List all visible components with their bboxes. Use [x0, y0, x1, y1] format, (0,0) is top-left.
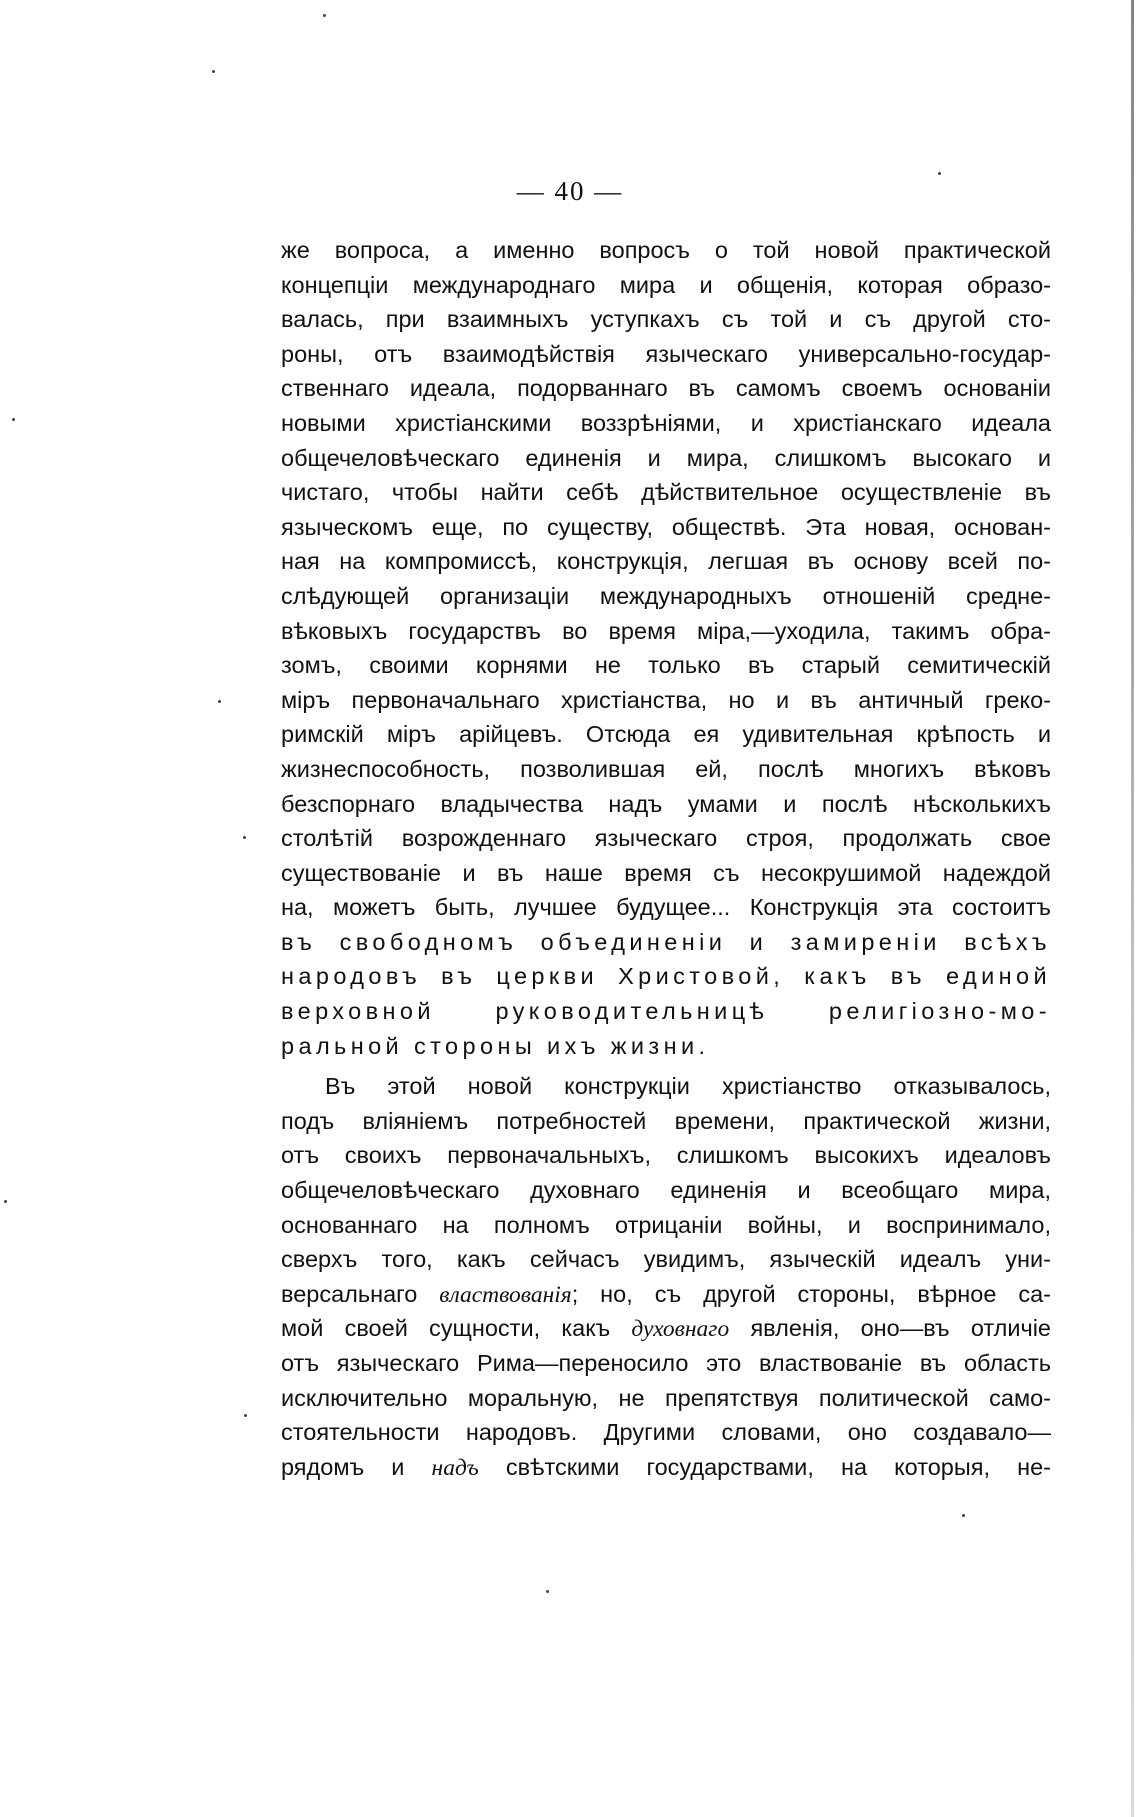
text-line: безспорнаго владычества надъ умами и послѣ нѣсколькихъ: [281, 790, 1051, 817]
scan-speck: [4, 1200, 7, 1203]
text-line: отъ своихъ первоначальныхъ, слишкомъ высокихъ идеаловъ: [281, 1142, 1051, 1169]
text-line: Въ этой новой конструкціи христіанство отказывалось,: [325, 1073, 1051, 1100]
text-line: роны, отъ взаимодѣйствія языческаго универсально-государ-: [281, 340, 1051, 367]
scan-speck: [546, 1590, 549, 1593]
text-line: новыми христіанскими воззрѣніями, и христіанскаго идеала: [281, 409, 1051, 436]
text-line: [281, 1450, 1051, 1485]
text-line: [281, 1277, 1051, 1312]
text-line: отъ языческаго Рима—переносило это властвованіе въ область: [281, 1350, 1051, 1376]
scan-speck: [12, 418, 15, 421]
italic-term: духовнаго: [631, 1316, 730, 1343]
scan-speck: [962, 1514, 965, 1517]
italic-term: властвованія: [439, 1281, 572, 1308]
scan-speck: [243, 836, 246, 839]
text-segment: мой своей сущности, какъ: [281, 1315, 632, 1342]
body-text: [281, 233, 1051, 1484]
text-line: сверхъ того, какъ сейчасъ увидимъ, языческій идеалъ уни-: [281, 1246, 1051, 1273]
italic-term: надъ: [431, 1454, 479, 1481]
text-line: концепціи международнаго мира и общенія, которая образо-: [281, 271, 1051, 298]
scan-speck: [244, 1414, 247, 1417]
text-line: зомъ, своими корнями не только въ старый семитическій: [281, 652, 1051, 679]
emphasized-text-line: народовъ въ церкви Христовой, какъ въ единой: [281, 963, 1051, 990]
scan-speck: [938, 172, 941, 175]
text-segment: версальнаго: [281, 1280, 440, 1307]
text-line: слѣдующей организаціи международныхъ отношеній средне-: [281, 582, 1051, 609]
text-line: существованіе и въ наше время съ несокрушимой надеждой: [281, 859, 1051, 886]
text-segment: свѣтскими государствами, на которыя, не-: [478, 1453, 1051, 1480]
scan-speck: [212, 70, 215, 73]
emphasized-text-line: верховной руководительницѣ религіозно-мо-: [281, 998, 1051, 1025]
text-line: подъ вліяніемъ потребностей времени, практической жизни,: [281, 1107, 1051, 1134]
text-line: вѣковыхъ государствъ во время міра,—уходила, такимъ обра-: [281, 617, 1051, 644]
text-line: на, можетъ быть, лучшее будущее... Конструкція эта состоитъ: [281, 894, 1051, 921]
paragraph: [281, 1069, 1051, 1484]
text-line: стоятельности народовъ. Другими словами, оно создавало—: [281, 1419, 1051, 1446]
text-line: римскій міръ арійцевъ. Отсюда ея удивительная крѣпость и: [281, 721, 1051, 748]
text-segment: ; но, съ другой стороны, вѣрное са-: [571, 1280, 1051, 1307]
text-line: общечеловѣческаго единенія и мира, слишкомъ высокаго и: [281, 444, 1051, 471]
text-line: же вопроса, а именно вопросъ о той новой практической: [281, 237, 1051, 263]
text-line: основаннаго на полномъ отрицаніи войны, и воспринимало,: [281, 1211, 1051, 1238]
text-line: чистаго, чтобы найти себѣ дѣйствительное осуществленіе въ: [281, 479, 1051, 506]
text-line: валась, при взаимныхъ уступкахъ съ той и съ другой сто-: [281, 306, 1051, 333]
scan-speck: [218, 700, 221, 703]
text-line: общечеловѣческаго духовнаго единенія и всеобщаго мира,: [281, 1177, 1051, 1204]
text-segment: явленія, оно—въ отличіе: [729, 1315, 1051, 1342]
emphasized-text-line: ральной стороны ихъ жизни.: [281, 1032, 710, 1059]
paragraph: [281, 233, 1051, 1063]
text-line: ная на компромиссѣ, конструкція, легшая въ основу всей по-: [281, 548, 1051, 575]
text-line: столѣтій возрожденнаго языческаго строя, продолжать свое: [281, 825, 1051, 852]
text-line: исключительно моральную, не препятствуя политической само-: [281, 1384, 1051, 1411]
emphasized-text-line: въ свободномъ объединеніи и замиреніи всѣхъ: [281, 928, 1051, 955]
text-line: міръ первоначальнаго христіанства, но и въ античный греко-: [281, 686, 1051, 713]
page-edge-shadow: [1131, 0, 1134, 1817]
text-segment: рядомъ и: [281, 1453, 432, 1480]
text-line: языческомъ еще, по существу, обществѣ. Эта новая, основан-: [281, 513, 1051, 540]
text-line: [281, 1311, 1051, 1346]
text-line: жизнеспособность, позволившая ей, послѣ многихъ вѣковъ: [281, 755, 1051, 782]
text-line: ственнаго идеала, подорваннаго въ самомъ своемъ основаніи: [281, 375, 1051, 402]
page-number: — 40 —: [516, 176, 624, 206]
scan-speck: [323, 14, 326, 17]
